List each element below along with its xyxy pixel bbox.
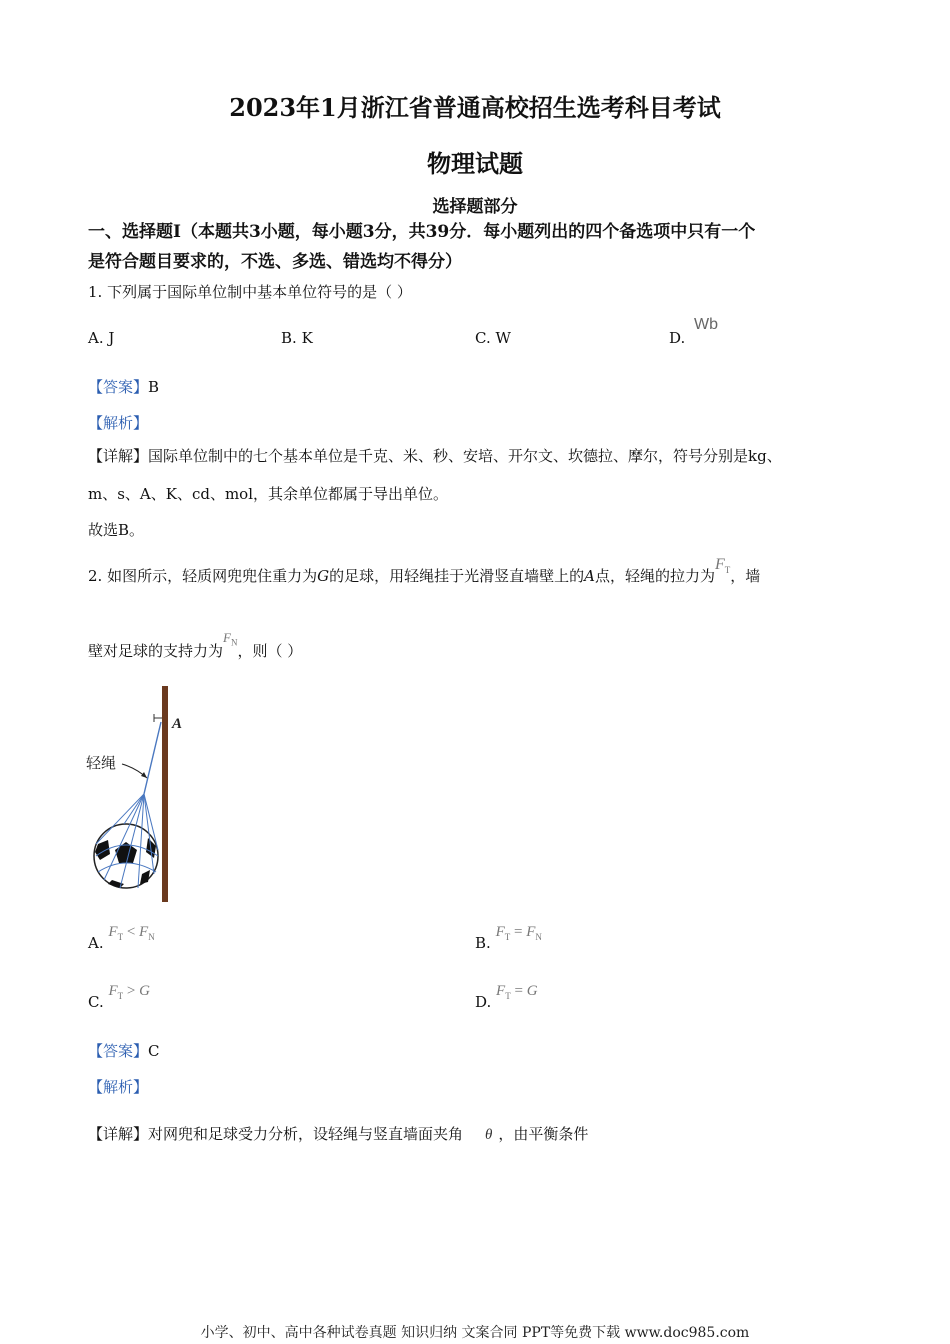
part-title: 选择题部分 xyxy=(432,197,518,217)
q2-option-c-formula xyxy=(109,983,150,999)
q2-stem-part-c: 点，轻绳的拉力为 xyxy=(594,567,715,585)
q2-option-b xyxy=(475,924,542,954)
b-rhs-sub: N xyxy=(535,932,542,942)
q2-answer-value: C xyxy=(148,1042,160,1060)
q2-answer-tag: 【答案】 xyxy=(88,1042,149,1060)
q1-answer-tag: 【答案】 xyxy=(88,378,149,396)
exam-title: 2023年1月浙江省普通高校招生选考科目考试 xyxy=(229,93,721,122)
q1-detail-line2: m、s、A、K、cd、mol，其余单位都属于导出单位。 xyxy=(88,485,449,503)
a-op: < xyxy=(123,924,140,940)
q1-option-d xyxy=(669,316,719,348)
q1-detail-tag: 【详解】 xyxy=(88,447,149,465)
b-rhs: F xyxy=(526,924,536,940)
q2-figure xyxy=(84,684,194,910)
q2-detail-text-a: 对网兜和足球受力分析，设轻绳与竖直墙面夹角 xyxy=(148,1125,464,1143)
q2-stem-part-b: 的足球，用轻绳挂于光滑竖直墙壁上的 xyxy=(329,567,585,585)
d-lhs: F xyxy=(496,983,506,999)
subject-title: 物理试题 xyxy=(427,149,523,178)
q2-detail-tag: 【详解】 xyxy=(88,1125,149,1143)
b-op: = xyxy=(510,924,527,940)
q1-option-d-label: D. xyxy=(669,329,686,347)
q2-option-d-label: D. xyxy=(475,993,492,1011)
page-footer: 小学、初中、高中各种试卷真题 知识归纳 文案合同 PPT等免费下载 www.doc985.com xyxy=(200,1325,750,1341)
fn-main: F xyxy=(223,630,231,645)
q2-stem-line1 xyxy=(88,556,761,587)
q1-detail-line1 xyxy=(88,445,782,466)
q2-option-c xyxy=(88,983,150,1013)
q1-option-a-text: J xyxy=(108,329,115,347)
q2-stem-fn-symbol xyxy=(223,630,238,648)
q2-detail-theta: θ xyxy=(485,1127,493,1143)
d-op: = xyxy=(510,983,527,999)
a-lhs: F xyxy=(108,924,118,940)
q2-option-b-label: B. xyxy=(475,934,491,952)
rope-line xyxy=(144,722,161,794)
c-rhs: G xyxy=(139,983,150,999)
c-lhs: F xyxy=(108,983,118,999)
a-rhs: F xyxy=(139,924,149,940)
q2-analysis-tag: 【解析】 xyxy=(88,1078,149,1096)
q2-stem-gravity-symbol: G xyxy=(317,567,330,585)
q2-stem-line2 xyxy=(88,630,303,662)
a-lhs-sub: T xyxy=(117,932,124,942)
q1-option-c-text: W xyxy=(495,329,511,347)
q1-option-d-text: Wb xyxy=(694,316,719,333)
d-lhs-sub: T xyxy=(505,991,511,1001)
q2-stem-ft-symbol xyxy=(714,556,731,576)
q2-option-c-label: C. xyxy=(88,993,104,1011)
q1-conclusion: 故选B。 xyxy=(88,521,145,539)
q2-stem-point-symbol: A xyxy=(584,567,595,585)
q2-option-a-label: A. xyxy=(88,934,104,952)
section-heading-line2: 是符合题目要求的，不选、多选、错选均不得分） xyxy=(88,252,462,272)
q1-option-b-label: B. xyxy=(281,329,297,347)
section-heading-line1: 一、选择题Ⅰ（本题共3小题，每小题3分，共39分．每小题列出的四个备选项中只有一个 xyxy=(88,222,756,242)
c-lhs-sub: T xyxy=(117,991,124,1001)
q2-stem-part-f: ，则（ ） xyxy=(237,642,303,660)
net-line-7 xyxy=(124,794,144,824)
q1-stem: 1. 下列属于国际单位制中基本单位符号的是（ ） xyxy=(88,283,412,301)
q2-answer xyxy=(88,1040,160,1061)
q1-option-c-label: C. xyxy=(475,329,491,347)
q1-answer-value: B xyxy=(148,378,160,396)
q1-answer xyxy=(88,376,159,397)
fn-sub: N xyxy=(230,637,238,648)
q1-option-b xyxy=(281,329,313,347)
q1-analysis-tag: 【解析】 xyxy=(88,414,149,432)
b-lhs-sub: T xyxy=(504,932,511,942)
q2-stem-part-a: 2. 如图所示，轻质网兜兜住重力为 xyxy=(88,567,318,585)
q2-option-d-formula xyxy=(496,983,537,999)
c-op: > xyxy=(123,983,140,999)
q2-detail xyxy=(88,1123,588,1144)
q1-option-c xyxy=(475,329,511,347)
wall-shape xyxy=(162,686,168,902)
q2-detail-text-b: ，由平衡条件 xyxy=(498,1125,589,1143)
q1-option-a xyxy=(88,329,114,347)
d-rhs: G xyxy=(526,983,538,999)
b-lhs: F xyxy=(495,924,505,940)
q2-option-b-formula xyxy=(496,924,542,940)
point-a-label: A xyxy=(172,716,183,732)
q2-option-a-formula xyxy=(108,924,154,940)
q2-option-a xyxy=(88,924,155,954)
q2-stem-part-d: ，墙 xyxy=(730,567,761,585)
q2-stem-part-e: 壁对足球的支持力为 xyxy=(88,642,224,660)
ball-net-wall-illustration xyxy=(84,684,194,906)
ft-main: F xyxy=(714,556,725,573)
q1-option-a-label: A. xyxy=(88,329,104,347)
q1-detail-text1: 国际单位制中的七个基本单位是千克、米、秒、安培、开尔文、坎德拉、摩尔，符号分别是kg、 xyxy=(148,447,782,465)
rope-label-arrowhead xyxy=(141,772,147,778)
section-heading xyxy=(88,217,868,277)
q1-option-b-text: K xyxy=(301,329,313,347)
ft-sub: T xyxy=(724,565,731,576)
q2-option-d xyxy=(475,983,538,1013)
rope-label: 轻绳 xyxy=(86,754,117,772)
a-rhs-sub: N xyxy=(148,932,155,942)
